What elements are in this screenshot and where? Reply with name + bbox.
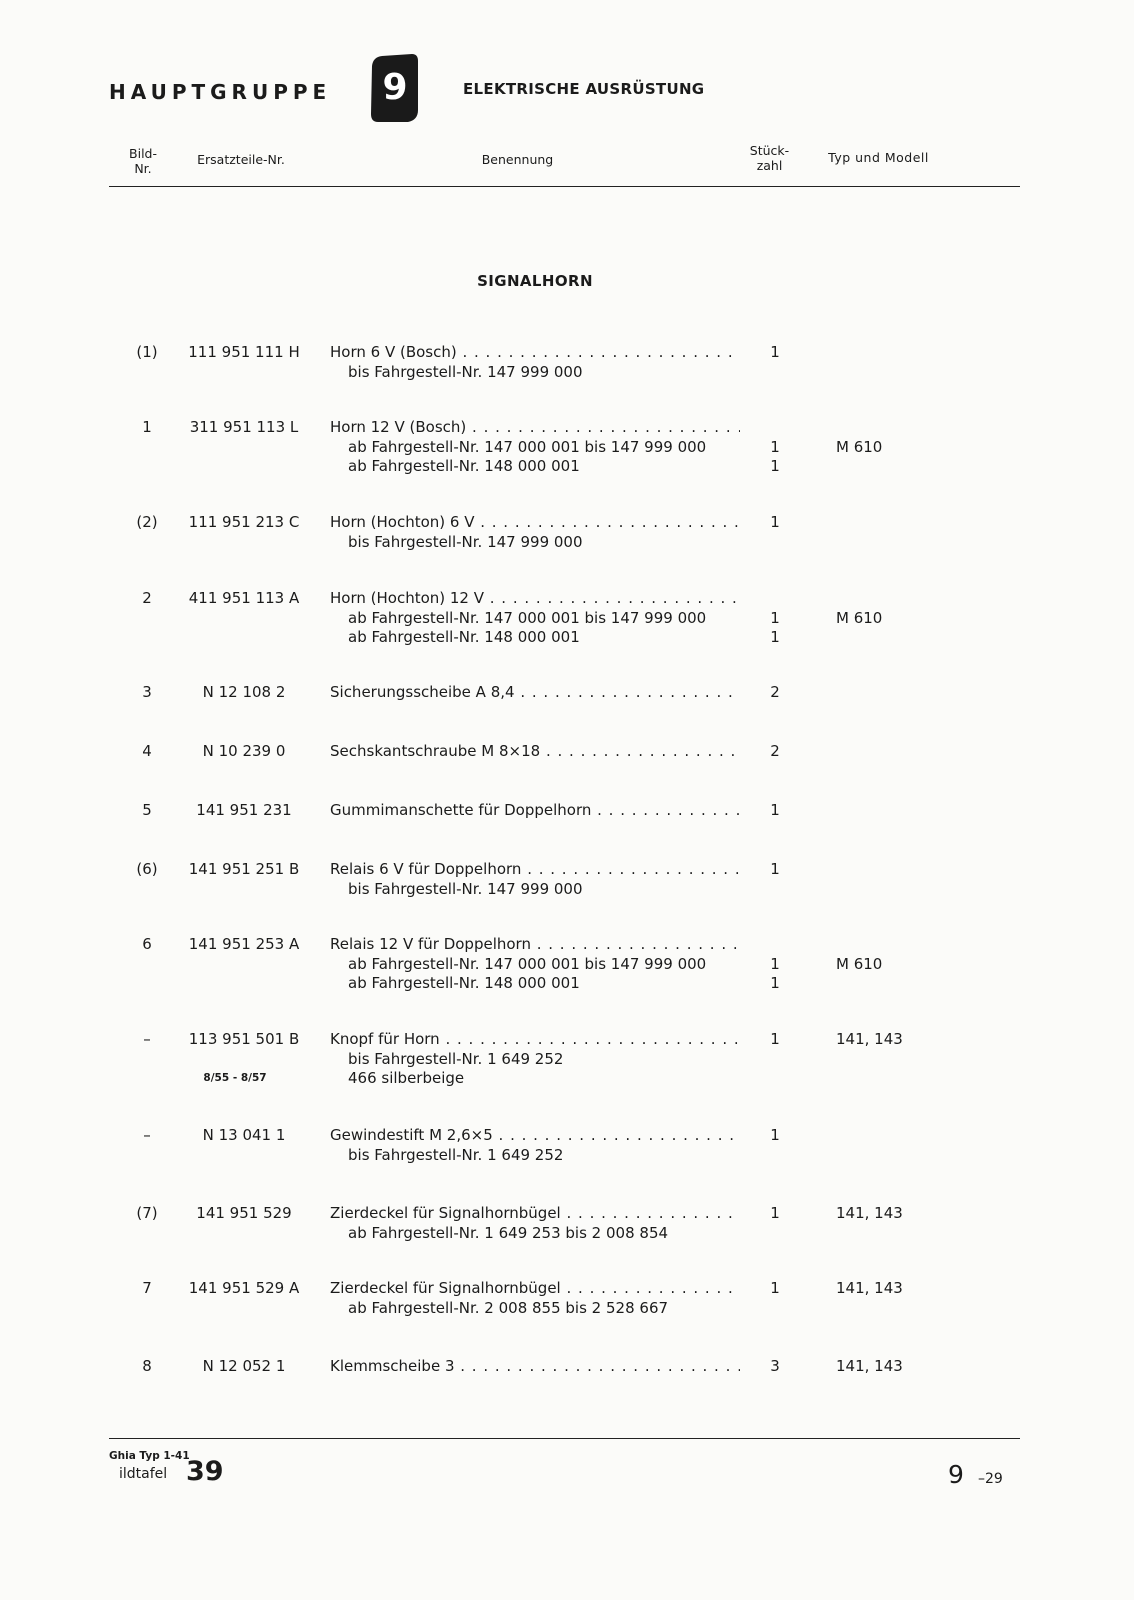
ersatzteil-nr: N 12 052 1	[202, 1357, 286, 1375]
part-detail: bis Fahrgestell-Nr. 147 999 000	[348, 879, 583, 898]
footer-plate-number: 39	[186, 1456, 224, 1487]
bild-nr: 7	[142, 1279, 152, 1297]
stueckzahl	[760, 1204, 790, 1243]
header-rule	[109, 186, 1020, 187]
benennung	[330, 513, 740, 552]
bild-nr: (2)	[136, 513, 158, 531]
bild-nr: –	[143, 1030, 151, 1048]
qty-value: 1	[770, 457, 780, 475]
ersatzteil-nr: 113 951 501 B	[188, 1030, 300, 1048]
part-detail: bis Fahrgestell-Nr. 147 999 000	[348, 362, 583, 381]
col-benennung-header: Benennung	[481, 152, 554, 167]
typ-modell	[836, 801, 946, 821]
stueckzahl	[760, 935, 790, 994]
qty-value: 1	[770, 628, 780, 646]
typ-value: M 610	[836, 437, 883, 456]
typ-value: 141, 143	[836, 1357, 903, 1375]
typ-modell	[836, 683, 946, 703]
part-name: Sicherungsscheibe A 8,4 . . .	[330, 683, 740, 703]
page-number: 9	[948, 1460, 964, 1489]
ersatzteil-nr: 411 951 113 A	[188, 589, 300, 607]
part-name: Knopf für Horn . . .	[330, 1030, 740, 1050]
stueckzahl	[760, 1357, 790, 1377]
typ-value	[836, 1299, 946, 1319]
part-name: Horn (Hochton) 6 V . . .	[330, 513, 740, 533]
typ-modell	[836, 1030, 946, 1089]
qty-value	[760, 880, 790, 900]
page-number-sub: –29	[978, 1471, 1003, 1487]
bild-nr: 6	[142, 935, 152, 953]
qty-value: 1	[770, 860, 780, 878]
footer-plate-label: ildtafel	[119, 1466, 168, 1482]
stueckzahl	[760, 589, 790, 648]
bild-nr: (1)	[136, 343, 158, 361]
typ-value	[836, 533, 946, 553]
ersatzteil-nr: 141 951 253 A	[188, 935, 300, 953]
part-detail: ab Fahrgestell-Nr. 1 649 253 bis 2 008 854	[348, 1223, 669, 1242]
typ-value	[836, 860, 946, 880]
qty-value	[760, 1050, 790, 1070]
ersatzteil-nr: 141 951 231	[196, 801, 292, 819]
qty-value: 1	[770, 1126, 780, 1144]
bild-nr: 3	[142, 683, 152, 701]
ersatzteil-nr: 311 951 113 L	[189, 418, 299, 436]
part-name: Horn (Hochton) 12 V . . .	[330, 589, 740, 609]
qty-value	[760, 418, 790, 438]
stueckzahl	[760, 418, 790, 477]
qty-value: 1	[770, 974, 780, 992]
typ-modell	[836, 1279, 946, 1318]
qty-value	[760, 1224, 790, 1244]
bild-nr: (6)	[136, 860, 158, 878]
qty-value: 2	[770, 683, 780, 701]
typ-modell	[836, 343, 946, 382]
benennung	[330, 1279, 740, 1318]
qty-value: 1	[770, 954, 780, 973]
col-ersatzteil-header: Ersatzteile-Nr.	[197, 152, 285, 167]
benennung	[330, 1357, 740, 1377]
part-name: Zierdeckel für Signalhornbügel . . .	[330, 1279, 740, 1299]
col-bild-header: Bild- Nr.	[129, 146, 157, 176]
typ-value	[836, 880, 946, 900]
ersatzteil-nr: 141 951 529	[196, 1204, 292, 1222]
group-title: HAUPTGRUPPE	[109, 80, 332, 104]
benennung	[330, 935, 740, 994]
part-detail: bis Fahrgestell-Nr. 1 649 252	[348, 1145, 564, 1164]
ersatzteil-date-range: 8/55 - 8/57	[203, 1072, 267, 1084]
qty-value	[760, 935, 790, 955]
part-name: Horn 6 V (Bosch) . . .	[330, 343, 740, 363]
typ-value	[836, 418, 946, 438]
ersatzteil-nr: N 13 041 1	[202, 1126, 286, 1144]
bild-nr: 1	[142, 418, 152, 436]
ersatzteil-nr: 141 951 529 A	[188, 1279, 300, 1297]
group-number-badge	[368, 52, 420, 124]
typ-modell	[836, 1357, 946, 1377]
typ-value	[836, 1050, 946, 1070]
typ-value	[836, 683, 946, 703]
ersatzteil-nr: N 10 239 0	[202, 742, 286, 760]
typ-value	[836, 513, 946, 533]
typ-value	[836, 1126, 946, 1146]
stueckzahl	[760, 801, 790, 821]
col-typ-header: Typ und Modell	[828, 150, 929, 165]
qty-value: 1	[770, 513, 780, 531]
benennung	[330, 1030, 740, 1089]
part-detail: ab Fahrgestell-Nr. 147 000 001 bis 147 999 000	[348, 954, 707, 973]
typ-modell	[836, 513, 946, 552]
part-detail: ab Fahrgestell-Nr. 148 000 001	[348, 457, 580, 475]
typ-value: 141, 143	[836, 1204, 903, 1222]
part-name: Relais 12 V für Doppelhorn . . .	[330, 935, 740, 955]
benennung	[330, 589, 740, 648]
part-detail: ab Fahrgestell-Nr. 147 000 001 bis 147 999 000	[348, 608, 707, 627]
typ-value	[836, 801, 946, 821]
stueckzahl	[760, 343, 790, 382]
typ-value	[836, 1224, 946, 1244]
stueckzahl	[760, 683, 790, 703]
qty-value: 1	[770, 343, 780, 361]
typ-value	[836, 628, 946, 648]
part-name: Klemmscheibe 3 . . .	[330, 1357, 740, 1377]
part-name: Gummimanschette für Doppelhorn . . .	[330, 801, 740, 821]
typ-value: 141, 143	[836, 1030, 903, 1048]
bild-nr: 8	[142, 1357, 152, 1375]
part-name: Relais 6 V für Doppelhorn . . .	[330, 860, 740, 880]
typ-value	[836, 1069, 946, 1089]
stueckzahl	[760, 1279, 790, 1318]
bild-nr: –	[143, 1126, 151, 1144]
part-detail: ab Fahrgestell-Nr. 148 000 001	[348, 628, 580, 646]
ersatzteil-nr: 111 951 111 H	[188, 343, 300, 361]
typ-value: M 610	[836, 608, 883, 627]
part-detail: ab Fahrgestell-Nr. 2 008 855 bis 2 528 667	[348, 1298, 669, 1317]
part-name: Gewindestift M 2,6×5 . . .	[330, 1126, 740, 1146]
qty-value: 1	[770, 1204, 780, 1222]
col-stueckzahl-header: Stück- zahl	[749, 143, 790, 173]
section-title: SIGNALHORN	[477, 272, 593, 290]
qty-value: 1	[770, 437, 780, 456]
typ-modell	[836, 742, 946, 762]
typ-value	[836, 1146, 946, 1166]
benennung	[330, 343, 740, 382]
part-detail: 466 silberbeige	[348, 1069, 465, 1087]
stueckzahl	[760, 1030, 790, 1089]
benennung	[330, 683, 740, 703]
benennung	[330, 742, 740, 762]
bild-nr: 5	[142, 801, 152, 819]
group-number: 9	[382, 67, 408, 108]
stueckzahl	[760, 513, 790, 552]
part-detail: bis Fahrgestell-Nr. 1 649 252	[348, 1049, 564, 1068]
stueckzahl	[760, 742, 790, 762]
qty-value: 1	[770, 801, 780, 819]
typ-modell	[836, 935, 946, 994]
typ-value	[836, 363, 946, 383]
qty-value	[760, 533, 790, 553]
part-name: Sechskantschraube M 8×18 . . .	[330, 742, 740, 762]
part-detail: ab Fahrgestell-Nr. 148 000 001	[348, 974, 580, 992]
stueckzahl	[760, 860, 790, 899]
qty-value: 1	[770, 608, 780, 627]
typ-value	[836, 589, 946, 609]
typ-value: 141, 143	[836, 1279, 903, 1297]
qty-value: 1	[770, 1279, 780, 1297]
typ-modell	[836, 589, 946, 648]
qty-value	[760, 589, 790, 609]
qty-value	[760, 363, 790, 383]
qty-value	[760, 1069, 790, 1089]
bild-nr: 2	[142, 589, 152, 607]
bild-nr: (7)	[136, 1204, 158, 1222]
qty-value	[760, 1146, 790, 1166]
footer-model: Ghia Typ 1-41	[109, 1450, 190, 1462]
qty-value: 3	[770, 1357, 780, 1375]
part-name: Zierdeckel für Signalhornbügel . . .	[330, 1204, 740, 1224]
qty-value	[760, 1299, 790, 1319]
footer-rule	[109, 1438, 1020, 1439]
ersatzteil-nr: 111 951 213 C	[188, 513, 300, 531]
part-name: Horn 12 V (Bosch) . . .	[330, 418, 740, 438]
typ-modell	[836, 418, 946, 477]
group-subtitle: ELEKTRISCHE AUSRÜSTUNG	[463, 80, 705, 98]
benennung	[330, 801, 740, 821]
typ-modell	[836, 1126, 946, 1165]
stueckzahl	[760, 1126, 790, 1165]
typ-value	[836, 974, 946, 994]
benennung	[330, 860, 740, 899]
part-detail: ab Fahrgestell-Nr. 147 000 001 bis 147 999 000	[348, 437, 707, 456]
typ-modell	[836, 1204, 946, 1243]
typ-value	[836, 742, 946, 762]
qty-value: 1	[770, 1030, 780, 1048]
typ-modell	[836, 860, 946, 899]
typ-value	[836, 457, 946, 477]
ersatzteil-nr: 141 951 251 B	[188, 860, 300, 878]
benennung	[330, 418, 740, 477]
typ-value	[836, 935, 946, 955]
typ-value	[836, 343, 946, 363]
benennung	[330, 1126, 740, 1165]
typ-value: M 610	[836, 954, 883, 973]
ersatzteil-nr: N 12 108 2	[202, 683, 286, 701]
benennung	[330, 1204, 740, 1243]
qty-value: 2	[770, 742, 780, 760]
part-detail: bis Fahrgestell-Nr. 147 999 000	[348, 532, 583, 551]
bild-nr: 4	[142, 742, 152, 760]
